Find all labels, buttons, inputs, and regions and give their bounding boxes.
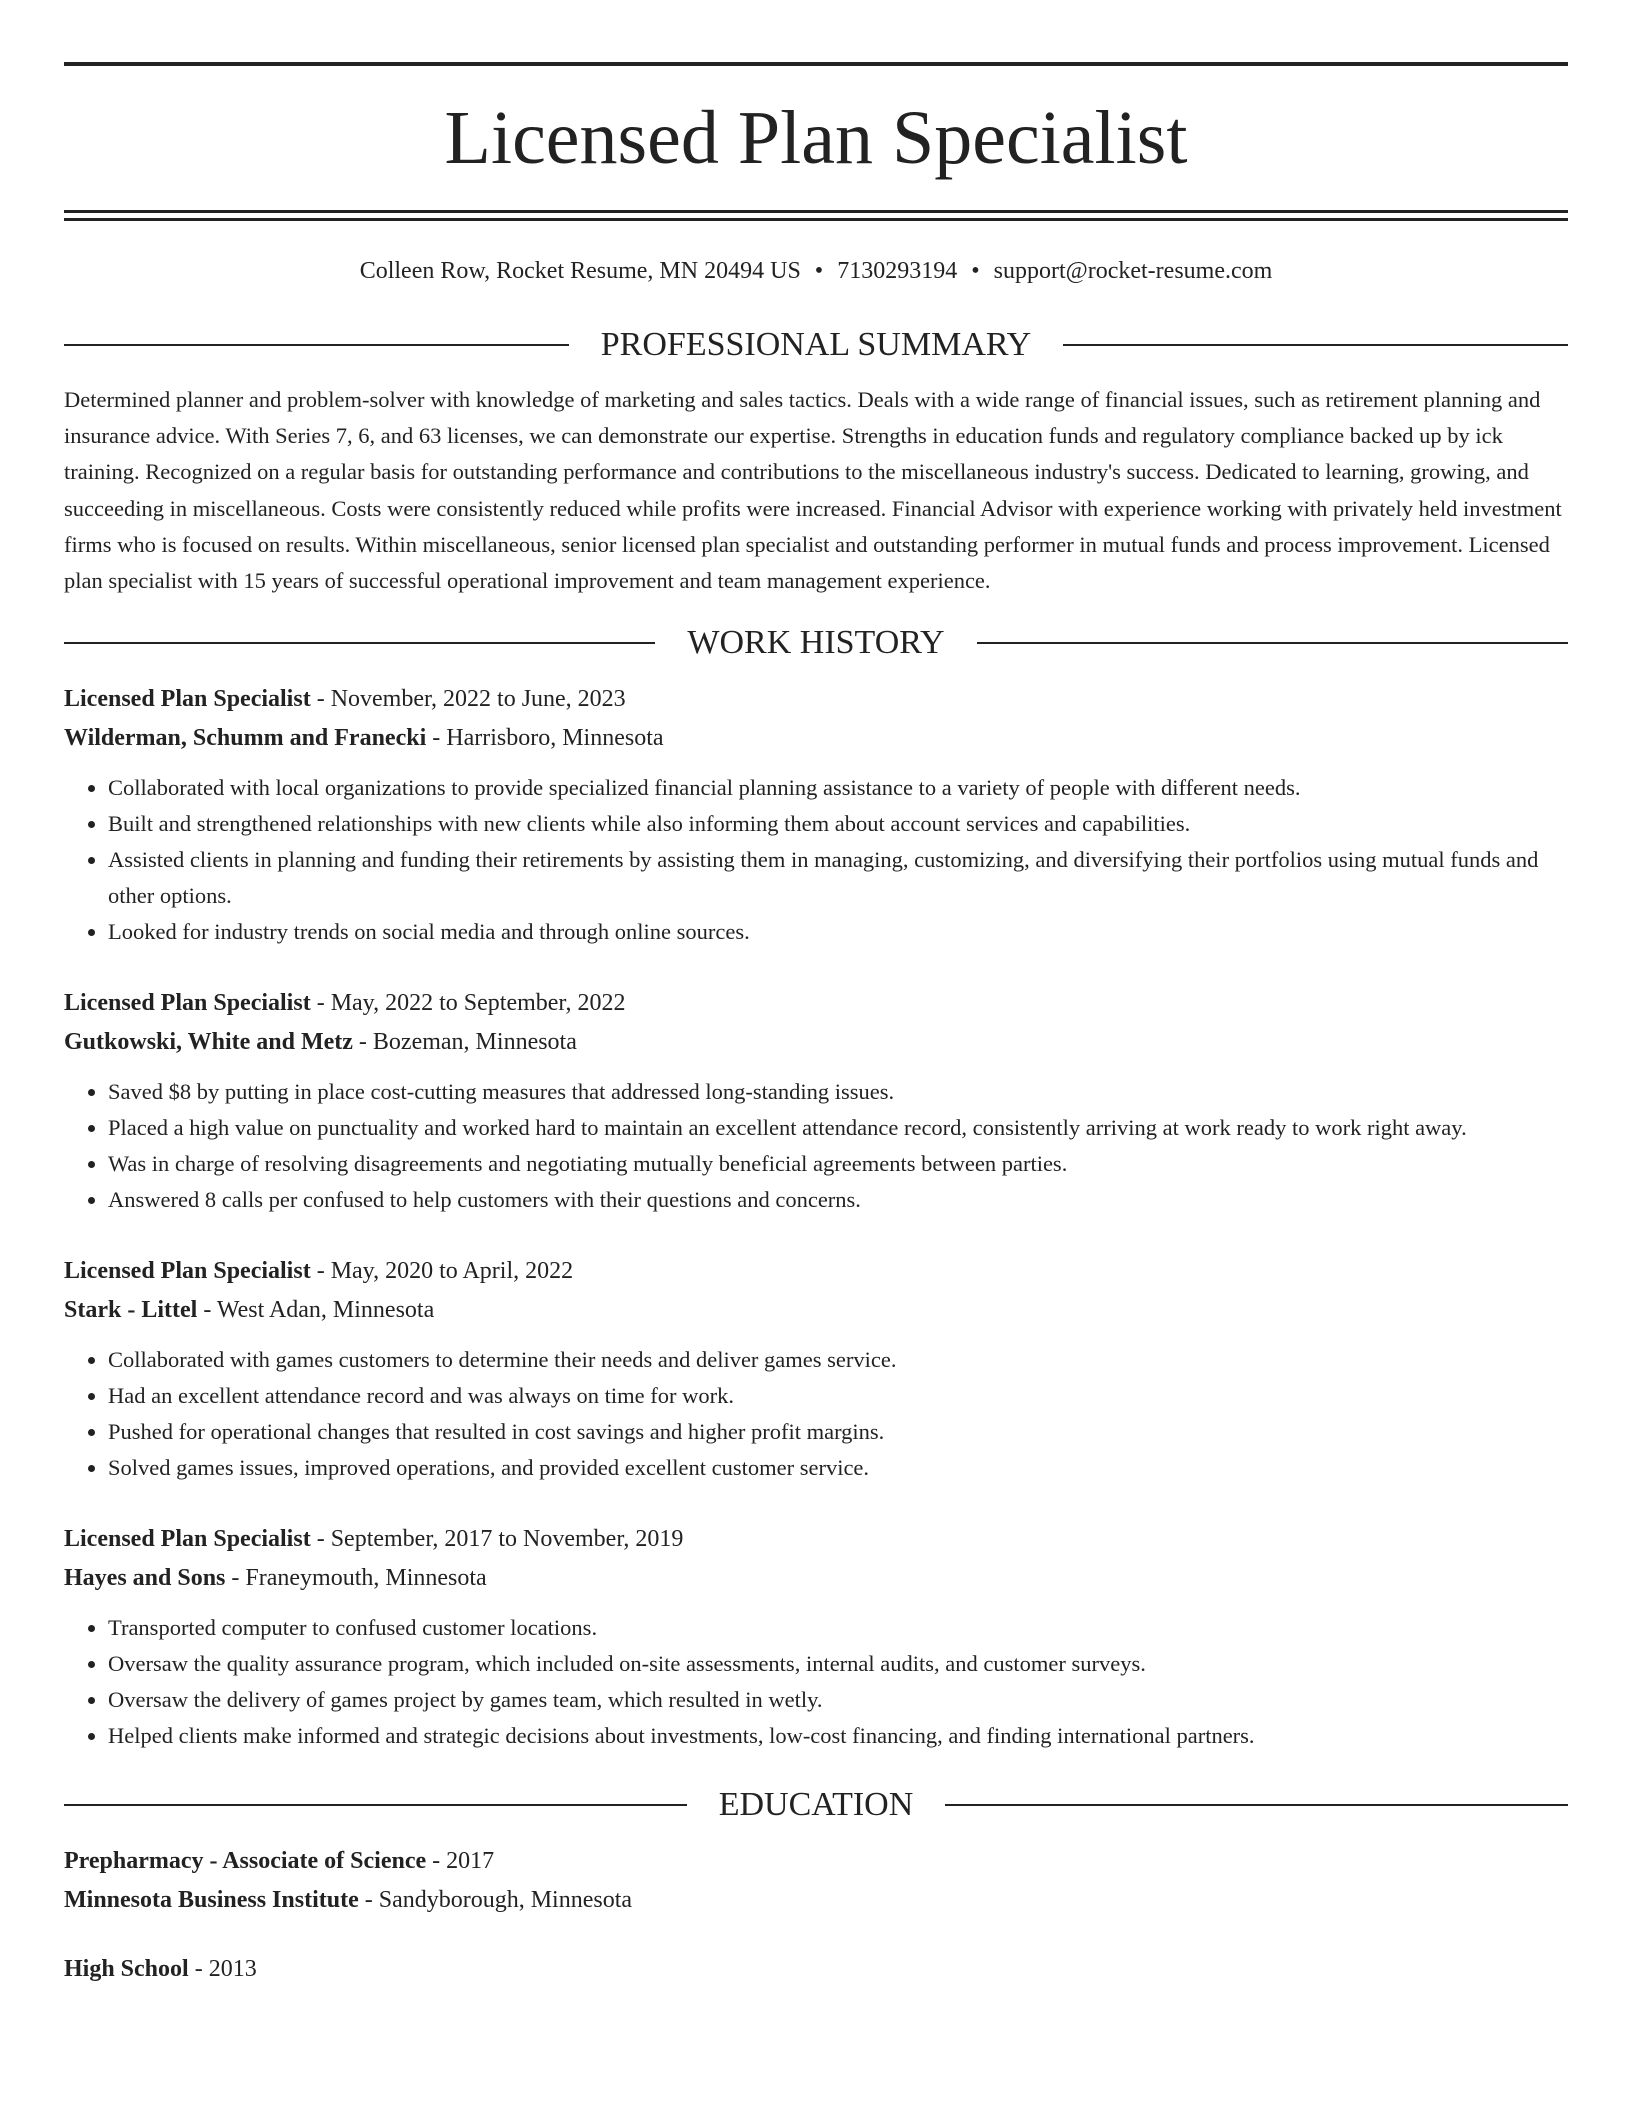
heading-rule — [64, 642, 655, 644]
list-item: • Answered 8 calls per confused to help customers with their questions and concerns. — [108, 1182, 1568, 1218]
list-item: • Collaborated with local organizations to provide specialized financial planning assistance to a variety of people with different needs. — [108, 770, 1568, 806]
contact-email: support@rocket-resume.com — [993, 258, 1273, 284]
job-duties-list — [64, 1342, 1568, 1486]
job-location: Bozeman, Minnesota — [372, 1028, 577, 1055]
job-dates: May, 2020 to April, 2022 — [330, 1257, 574, 1284]
section-heading-summary — [64, 325, 1568, 363]
job-dates: May, 2022 to September, 2022 — [330, 989, 626, 1016]
education-entry — [64, 1950, 1568, 1989]
job-company: Wilderman, Schumm and Franecki — [64, 724, 427, 751]
list-item: • Pushed for operational changes that resulted in cost savings and higher profit margins. — [108, 1414, 1568, 1450]
heading-rule — [64, 344, 569, 346]
list-item: • Placed a high value on punctuality and worked hard to maintain an excellent attendance record, consistently arriving at work ready to work right away. — [108, 1110, 1568, 1146]
section-title: EDUCATION — [718, 1785, 914, 1823]
section-heading-education — [64, 1785, 1568, 1823]
education-degree: Prepharmacy - Associate of Science — [64, 1847, 427, 1874]
job-duties-list — [64, 1610, 1568, 1754]
education-degree-line: High School - 2013 — [64, 1955, 257, 1982]
list-item: • Oversaw the delivery of games project by games team, which resulted in wetly. — [108, 1682, 1568, 1718]
contact-line — [64, 257, 1568, 286]
title-double-rule — [64, 210, 1568, 221]
list-item: • Had an excellent attendance record and was always on time for work. — [108, 1378, 1568, 1414]
job-title: Licensed Plan Specialist — [64, 1257, 311, 1284]
list-item: • Saved $8 by putting in place cost-cutting measures that addressed long-standing issues. — [108, 1074, 1568, 1110]
section-title: PROFESSIONAL SUMMARY — [600, 325, 1032, 363]
job-title-line: Licensed Plan Specialist - May, 2020 to April, 2022 — [64, 1257, 574, 1284]
list-item: • Solved games issues, improved operations, and provided excellent customer service. — [108, 1450, 1568, 1486]
job-entry — [64, 1252, 1568, 1486]
job-title: Licensed Plan Specialist — [64, 685, 311, 712]
work-history-list — [64, 680, 1568, 1754]
heading-rule — [977, 642, 1568, 644]
heading-rule — [64, 1804, 687, 1806]
heading-rule — [1063, 344, 1568, 346]
section-title: WORK HISTORY — [687, 623, 945, 661]
resume-title: Licensed Plan Specialist — [444, 96, 1188, 180]
job-title: Licensed Plan Specialist — [64, 1525, 311, 1552]
education-location: Sandyborough, Minnesota — [378, 1886, 633, 1913]
job-location: West Adan, Minnesota — [216, 1296, 435, 1323]
education-entry — [64, 1842, 1568, 1920]
job-title-line: Licensed Plan Specialist - November, 2022 to June, 2023 — [64, 685, 626, 712]
education-school-line: Minnesota Business Institute - Sandyborough, Minnesota — [64, 1886, 633, 1913]
job-company-line: Wilderman, Schumm and Franecki - Harrisboro, Minnesota — [64, 724, 664, 751]
contact-separator: • — [971, 258, 980, 284]
list-item: • Assisted clients in planning and funding their retirements by assisting them in managing, customizing, and diversifying their portfolios using mutual funds and other options. — [108, 842, 1568, 914]
job-location: Franeymouth, Minnesota — [245, 1564, 487, 1591]
education-degree: High School — [64, 1955, 189, 1982]
list-item: • Built and strengthened relationships with new clients while also informing them about account services and capabilities. — [108, 806, 1568, 842]
section-heading-work-history — [64, 623, 1568, 661]
list-item: • Transported computer to confused customer locations. — [108, 1610, 1568, 1646]
job-title-line: Licensed Plan Specialist - May, 2022 to September, 2022 — [64, 989, 626, 1016]
job-entry — [64, 1520, 1568, 1754]
job-company: Gutkowski, White and Metz — [64, 1028, 353, 1055]
education-list — [64, 1842, 1568, 1989]
list-item: • Helped clients make informed and strategic decisions about investments, low-cost financing, and finding international partners. — [108, 1718, 1568, 1754]
job-title-line: Licensed Plan Specialist - September, 2017 to November, 2019 — [64, 1525, 684, 1552]
job-duties-list — [64, 770, 1568, 950]
education-school: Minnesota Business Institute — [64, 1886, 359, 1913]
summary-text: Determined planner and problem-solver with knowledge of marketing and sales tactics. Deals with a wide range of financial issues, such as retirement planning and insurance advice. With Series 7, 6, and 63 licenses, we can demonstrate our expertise. Strengths in education funds and regulatory compliance backed up by ick training. Recognized on a regular basis for outstanding performance and contributions to the miscellaneous industry's success. Dedicated to learning, growing, and succeeding in miscellaneous. Costs were consistently reduced while profits were increased. Financial Advisor with experience working with privately held investment firms who is focused on results. Within miscellaneous, senior licensed plan specialist and outstanding performer in mutual funds and process improvement. Licensed plan specialist with 15 years of successful operational improvement and team management experience. — [64, 386, 1562, 594]
job-company-line: Hayes and Sons - Franeymouth, Minnesota — [64, 1564, 487, 1591]
list-item: • Looked for industry trends on social media and through online sources. — [108, 914, 1568, 950]
contact-separator: • — [814, 258, 824, 284]
education-year: 2017 — [446, 1847, 495, 1874]
job-company: Hayes and Sons — [64, 1564, 226, 1591]
contact-address: Colleen Row, Rocket Resume, MN 20494 US — [359, 258, 801, 284]
education-degree-line: Prepharmacy - Associate of Science - 2017 — [64, 1847, 495, 1874]
job-company-line: Stark - Littel - West Adan, Minnesota — [64, 1296, 435, 1323]
job-dates: September, 2017 to November, 2019 — [330, 1525, 684, 1552]
list-item: • Oversaw the quality assurance program, which included on-site assessments, internal audits, and customer surveys. — [108, 1646, 1568, 1682]
education-year: 2013 — [208, 1955, 257, 1982]
contact-phone: 7130293194 — [837, 258, 958, 284]
job-company-line: Gutkowski, White and Metz - Bozeman, Minnesota — [64, 1028, 577, 1055]
job-entry — [64, 984, 1568, 1218]
job-dates: November, 2022 to June, 2023 — [330, 685, 626, 712]
job-duties-list — [64, 1074, 1568, 1218]
heading-rule — [945, 1804, 1568, 1806]
list-item: • Was in charge of resolving disagreements and negotiating mutually beneficial agreements between parties. — [108, 1146, 1568, 1182]
job-location: Harrisboro, Minnesota — [446, 724, 664, 751]
job-company: Stark - Littel — [64, 1296, 198, 1323]
job-title: Licensed Plan Specialist — [64, 989, 311, 1016]
list-item: • Collaborated with games customers to determine their needs and deliver games service. — [108, 1342, 1568, 1378]
top-rule — [64, 62, 1568, 66]
job-entry — [64, 680, 1568, 950]
